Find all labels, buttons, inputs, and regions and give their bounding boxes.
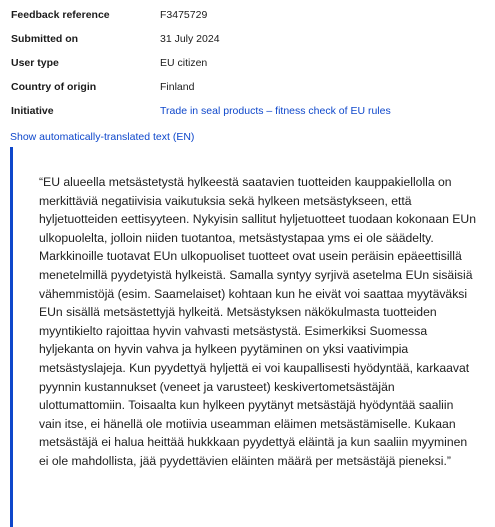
- detail-row-country-of-origin: [0, 77, 495, 97]
- feedback-reference-label: Feedback reference: [11, 9, 110, 21]
- submitted-on-label: Submitted on: [11, 33, 79, 45]
- detail-row-submitted-on: [0, 29, 495, 49]
- feedback-reference-value: F3475729: [160, 9, 208, 21]
- initiative-link[interactable]: Trade in seal products – fitness check of EU rules: [160, 105, 391, 117]
- feedback-quote: [10, 147, 495, 527]
- detail-row-initiative: [0, 101, 495, 121]
- user-type-value: EU citizen: [160, 57, 208, 69]
- feedback-text: “EU alueella metsästetystä hylkeestä saatavien tuotteiden kauppakiellolla on merkittäviä negatiivisia vaikutuksia sekä hylkeen metsästykseen, että hyljetuotteiden eettisyyteen. Nykyisin sallitut hyljetuotteet tuodaan kokonaan EUn ulkopuolelta, jolloin niiden tuotantoa, metsästystapaa yms ei ole säädelty. Markkinoille tuotavat EUn ulkopuoliset tuotteet ovat usein peräisin epäeettisillä menetelmillä pyydetyistä hylkeistä. Samalla syntyy syrjivä asetelma EUn sisäisiä vähemmistöjä (esim. Saamelaiset) kohtaan kun he eivät voi saattaa myytäväksi EUn sisällä metsästettyjä hylkeitä. Metsästyksen näkökulmasta tuotteiden myyntikielto rajoittaa hyvin vahvasti metsästystä. Esimerkiksi Suomessa hyljekanta on hyvin vahva ja hylkeen pyytäminen on yksi vaativimpia metsästyslajeja. Kun pyydettyä hyljettä ei voi kaupallisesti hyödyntää, karkaavat pyynnin kustannukset (veneet ja varusteet) keskivertometsästäjän ulottumattomiin. Toisaalta kun hylkeen pyytänyt metsästäjä hyödyntää saaliin vain itse, ei hänellä ole motiivia useamman eläimen metsästämiselle. Kukaan metsästäjä ei halua heittää hukkkaan pyydettyä eläintä ja kun saaliin myyminen ei ole mahdollista, jää pyydettävien eläinten määrä per metsästäjä pieneksi.”: [39, 175, 476, 468]
- country-of-origin-label: Country of origin: [11, 81, 97, 93]
- initiative-label: Initiative: [11, 105, 54, 117]
- show-translation-link[interactable]: Show automatically-translated text (EN): [10, 131, 195, 143]
- detail-row-user-type: [0, 53, 495, 73]
- country-of-origin-value: Finland: [160, 81, 195, 93]
- detail-row-feedback-reference: [0, 5, 495, 25]
- submitted-on-value: 31 July 2024: [160, 33, 220, 45]
- user-type-label: User type: [11, 57, 59, 69]
